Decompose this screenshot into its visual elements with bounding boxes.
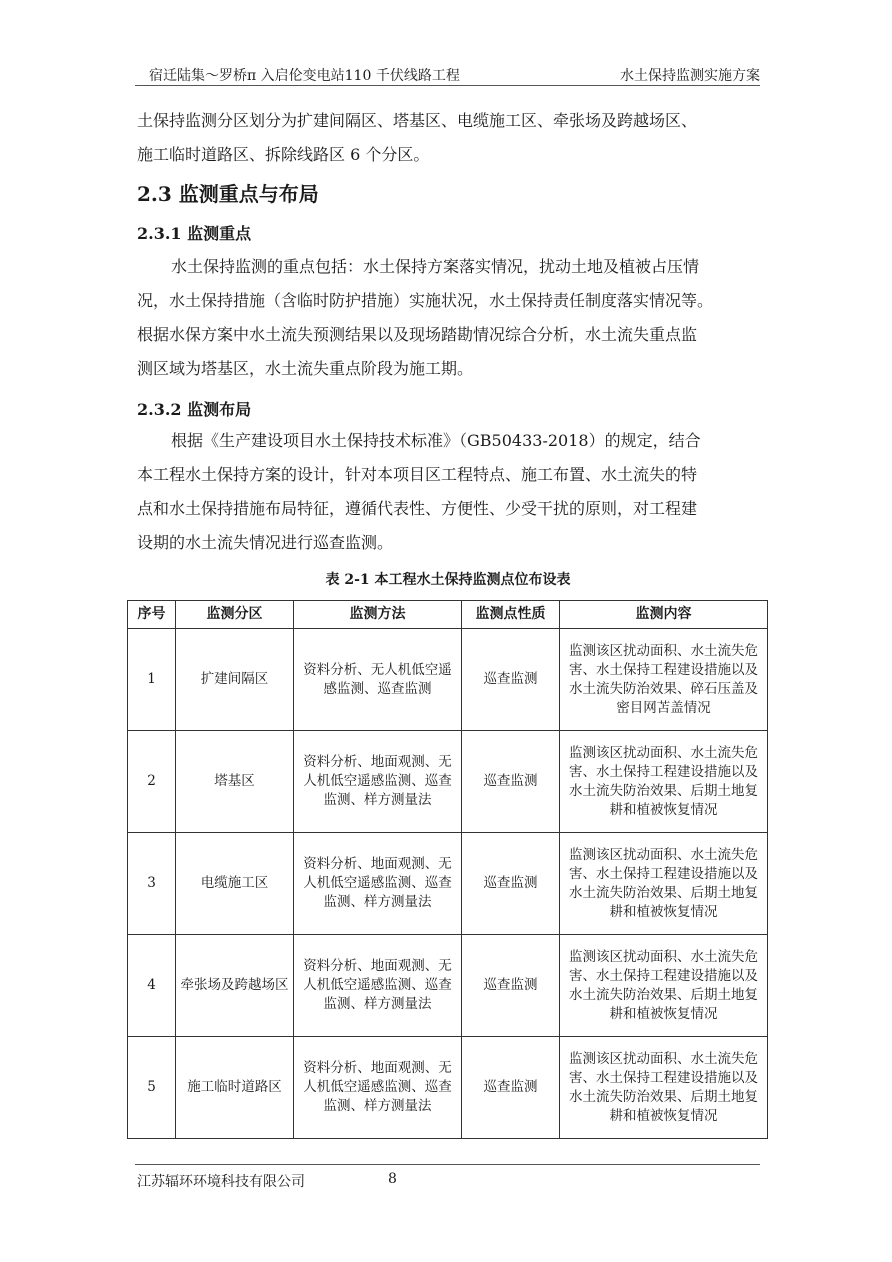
cell-method: 资料分析、地面观测、无人机低空遥感监测、巡查监测、样方测量法	[294, 731, 462, 833]
footer-company: 江苏辐环环境科技有限公司	[137, 1174, 305, 1190]
column-header-content: 监测内容	[560, 601, 768, 629]
cell-zone: 塔基区	[176, 731, 294, 833]
paragraph-line: 况，水土保持措施（含临时防护措施）实施状况，水土保持责任制度落实情况等。	[137, 291, 714, 310]
cell-content: 监测该区扰动面积、水土流失危害、水土保持工程建设措施以及水土流失防治效果、后期土地复耕和植被恢复情况	[560, 1037, 768, 1139]
paragraph-line: 本工程水土保持方案的设计，针对本项目区工程特点、施工布置、水土流失的特	[137, 465, 698, 484]
section-heading-2-3-2: 2.3.2 监测布局	[137, 400, 252, 419]
paragraph-line: 点和水土保持措施布局特征，遵循代表性、方便性、少受干扰的原则，对工程建	[137, 499, 698, 518]
table-row	[128, 1037, 768, 1139]
page-number: 8	[388, 1171, 397, 1187]
section-heading-2-3-1: 2.3.1 监测重点	[137, 224, 252, 243]
table-row	[128, 629, 768, 731]
header-project-title: 宿迁陆集～罗桥π 入启伦变电站110 千伏线路工程	[149, 68, 460, 84]
paragraph-line: 设期的水土流失情况进行巡查监测。	[137, 533, 394, 552]
cell-no: 5	[128, 1037, 176, 1139]
monitoring-focus-paragraph	[137, 250, 759, 386]
cell-no: 3	[128, 833, 176, 935]
cell-content: 监测该区扰动面积、水土流失危害、水土保持工程建设措施以及水土流失防治效果、后期土地复耕和植被恢复情况	[560, 731, 768, 833]
column-header-method: 监测方法	[294, 601, 462, 629]
paragraph-line: 根据水保方案中水土流失预测结果以及现场踏勘情况综合分析，水土流失重点监	[137, 325, 698, 344]
column-header-nature: 监测点性质	[462, 601, 560, 629]
table-header-row	[128, 601, 768, 629]
table-row	[128, 935, 768, 1037]
cell-zone: 扩建间隔区	[176, 629, 294, 731]
intro-line: 土保持监测分区划分为扩建间隔区、塔基区、电缆施工区、牵张场及跨越场区、	[137, 111, 698, 130]
cell-nature: 巡查监测	[462, 731, 560, 833]
table-row	[128, 833, 768, 935]
monitoring-points-table	[127, 600, 768, 1139]
cell-content: 监测该区扰动面积、水土流失危害、水土保持工程建设措施以及水土流失防治效果、后期土地复耕和植被恢复情况	[560, 935, 768, 1037]
table-caption: 表 2-1 本工程水土保持监测点位布设表	[325, 572, 571, 588]
monitoring-layout-paragraph	[137, 424, 759, 560]
intro-line: 施工临时道路区、拆除线路区 6 个分区。	[137, 145, 430, 164]
cell-content: 监测该区扰动面积、水土流失危害、水土保持工程建设措施以及水土流失防治效果、碎石压盖及密目网苫盖情况	[560, 629, 768, 731]
header-document-type: 水土保持监测实施方案	[620, 68, 760, 84]
paragraph-line: 水土保持监测的重点包括：水土保持方案落实情况，扰动土地及植被占压情	[171, 257, 700, 276]
cell-content: 监测该区扰动面积、水土流失危害、水土保持工程建设措施以及水土流失防治效果、后期土地复耕和植被恢复情况	[560, 833, 768, 935]
cell-nature: 巡查监测	[462, 1037, 560, 1139]
page-footer	[135, 1164, 760, 1190]
cell-method: 资料分析、无人机低空遥感监测、巡查监测	[294, 629, 462, 731]
cell-zone: 牵张场及跨越场区	[176, 935, 294, 1037]
cell-zone: 施工临时道路区	[176, 1037, 294, 1139]
cell-no: 4	[128, 935, 176, 1037]
cell-method: 资料分析、地面观测、无人机低空遥感监测、巡查监测、样方测量法	[294, 935, 462, 1037]
paragraph-line: 根据《生产建设项目水土保持技术标准》（GB50433-2018）的规定，结合	[171, 431, 701, 450]
paragraph-line: 测区域为塔基区，水土流失重点阶段为施工期。	[137, 359, 474, 378]
page-header	[135, 63, 760, 86]
table-row	[128, 731, 768, 833]
cell-nature: 巡查监测	[462, 833, 560, 935]
column-header-zone: 监测分区	[176, 601, 294, 629]
intro-paragraph	[137, 104, 759, 172]
column-header-no: 序号	[128, 601, 176, 629]
cell-nature: 巡查监测	[462, 935, 560, 1037]
cell-method: 资料分析、地面观测、无人机低空遥感监测、巡查监测、样方测量法	[294, 1037, 462, 1139]
cell-no: 1	[128, 629, 176, 731]
cell-method: 资料分析、地面观测、无人机低空遥感监测、巡查监测、样方测量法	[294, 833, 462, 935]
section-heading-2-3: 2.3 监测重点与布局	[137, 182, 319, 206]
cell-nature: 巡查监测	[462, 629, 560, 731]
cell-no: 2	[128, 731, 176, 833]
cell-zone: 电缆施工区	[176, 833, 294, 935]
